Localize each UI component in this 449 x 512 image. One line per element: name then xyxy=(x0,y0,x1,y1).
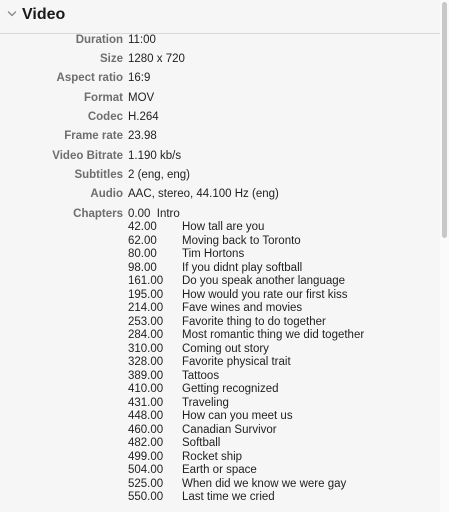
duration-value: 11:00 xyxy=(128,34,156,46)
chapter-time: 253.00 xyxy=(128,316,164,328)
aspect-ratio-label: Aspect ratio xyxy=(56,72,123,84)
chapter-title: Do you speak another language xyxy=(182,275,346,287)
chapter-title: Favorite thing to do together xyxy=(182,316,326,328)
chapter-time: 80.00 xyxy=(128,248,157,260)
chapter-title: Traveling xyxy=(182,397,229,409)
chapter-title: How tall are you xyxy=(182,221,265,233)
chapter-title: When did we know we were gay xyxy=(182,478,347,490)
chapter-time: 460.00 xyxy=(128,424,164,436)
chapter-title: Tattoos xyxy=(182,370,220,382)
video-section-header[interactable] xyxy=(0,0,440,34)
chapter-first: 0.00 Intro xyxy=(128,208,180,220)
chapter-time: 431.00 xyxy=(128,397,164,409)
frame-rate-value: 23.98 xyxy=(128,130,157,142)
chapter-time: 310.00 xyxy=(128,343,164,355)
chapter-title: Favorite physical trait xyxy=(182,356,291,368)
size-label: Size xyxy=(99,53,123,65)
chapter-time: 410.00 xyxy=(128,383,164,395)
chapter-title: Softball xyxy=(182,437,221,449)
chapter-time: 161.00 xyxy=(128,275,164,287)
chapter-title: Getting recognized xyxy=(182,383,279,395)
chapter-title: Rocket ship xyxy=(182,451,243,463)
chapter-time: 499.00 xyxy=(128,451,164,463)
frame-rate-label: Frame rate xyxy=(64,130,123,142)
video-bitrate-value: 1.190 kb/s xyxy=(128,150,182,162)
chapter-time: 389.00 xyxy=(128,370,164,382)
chapter-time: 62.00 xyxy=(128,235,157,247)
video-bitrate-label: Video Bitrate xyxy=(52,150,123,162)
chapter-title: How can you meet us xyxy=(182,410,293,422)
chapter-time: 525.00 xyxy=(128,478,164,490)
chapter-time: 42.00 xyxy=(128,221,157,233)
chapter-title: Earth or space xyxy=(182,464,257,476)
chapter-time: 550.00 xyxy=(128,491,164,503)
chapter-title: Last time we cried xyxy=(182,491,275,503)
format-value: MOV xyxy=(128,92,155,104)
chapter-time: 328.00 xyxy=(128,356,164,368)
chapter-title: How would you rate our first kiss xyxy=(182,289,348,301)
aspect-ratio-value: 16:9 xyxy=(128,72,151,84)
size-value: 1280 x 720 xyxy=(128,53,185,65)
chapter-time: 195.00 xyxy=(128,289,164,301)
subtitles-label: Subtitles xyxy=(74,169,123,181)
chapter-time: 284.00 xyxy=(128,329,164,341)
subtitles-value: 2 (eng, eng) xyxy=(128,169,191,181)
chapter-title: Tim Hortons xyxy=(182,248,245,260)
chapters-label: Chapters xyxy=(73,208,123,220)
audio-value: AAC, stereo, 44.100 Hz (eng) xyxy=(128,188,279,200)
chapter-title: If you didnt play softball xyxy=(182,262,303,274)
chapter-title: Canadian Survivor xyxy=(182,424,277,436)
chapter-title: Fave wines and movies xyxy=(182,302,303,314)
scrollbar-thumb[interactable] xyxy=(442,2,447,238)
duration-label: Duration xyxy=(75,34,123,46)
chapter-time: 214.00 xyxy=(128,302,164,314)
section-title: Video xyxy=(22,6,66,23)
chapter-time: 448.00 xyxy=(128,410,164,422)
chapter-title: Most romantic thing we did together xyxy=(182,329,365,341)
chapter-time: 504.00 xyxy=(128,464,164,476)
chapter-title: Moving back to Toronto xyxy=(182,235,301,247)
codec-label: Codec xyxy=(87,111,123,123)
audio-label: Audio xyxy=(90,188,123,200)
format-label: Format xyxy=(84,92,123,104)
chapter-title: Coming out story xyxy=(182,343,269,355)
chevron-down-icon[interactable] xyxy=(7,9,17,19)
chapter-time: 482.00 xyxy=(128,437,164,449)
chapter-time: 98.00 xyxy=(128,262,157,274)
codec-value: H.264 xyxy=(128,111,159,123)
